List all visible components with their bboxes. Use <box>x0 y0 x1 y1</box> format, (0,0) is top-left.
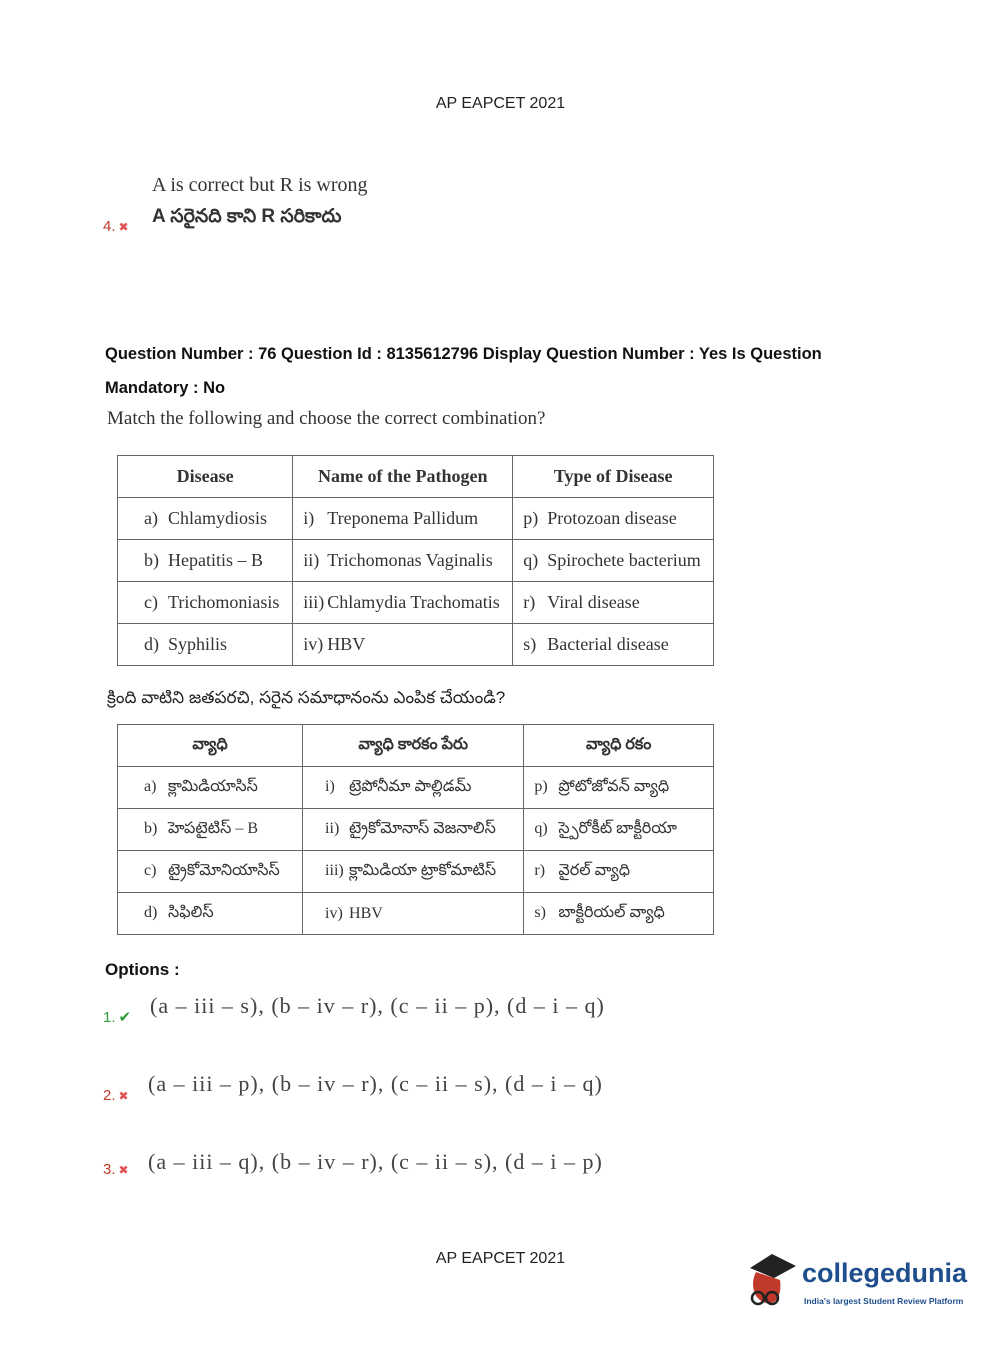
table-cell <box>524 809 714 851</box>
question-text-en: Match the following and choose the correct combination? <box>107 408 546 429</box>
table-row <box>118 809 714 851</box>
table-header: వ్యాధి కారకం పేరు <box>303 725 524 767</box>
cell-label: ii) <box>325 819 340 837</box>
table-cell <box>303 893 524 935</box>
table-cell <box>513 582 714 624</box>
cell-value: Spirochete bacterium <box>547 550 701 570</box>
match-table-te <box>117 724 714 935</box>
cell-value: Syphilis <box>168 634 228 654</box>
options-title: Options : <box>105 960 180 979</box>
table-header-row <box>118 725 714 767</box>
cell-label: iv) <box>325 904 343 922</box>
table-cell <box>293 624 513 666</box>
cell-value: క్లామిడియాసిస్ <box>168 777 258 795</box>
cell-value: Treponema Pallidum <box>327 508 479 528</box>
table-cell <box>524 893 714 935</box>
cell-value: హెపటైటిస్ – B <box>168 819 259 837</box>
cell-value: ట్రెపోనీమా పాల్లిడమ్ <box>349 777 472 795</box>
table-row <box>118 582 714 624</box>
table-row <box>118 893 714 935</box>
cell-label: c) <box>144 592 158 612</box>
table-cell <box>513 624 714 666</box>
table-cell <box>303 851 524 893</box>
table-cell <box>118 893 303 935</box>
cell-label: b) <box>144 819 158 837</box>
table-cell <box>293 582 513 624</box>
cell-label: q) <box>523 550 539 570</box>
cell-label: iii) <box>303 592 325 612</box>
cross-icon: ✖ <box>118 220 129 234</box>
option-2 <box>103 1087 129 1105</box>
cell-label: a) <box>144 777 157 795</box>
cell-label: r) <box>534 861 546 879</box>
cell-label: q) <box>534 819 548 837</box>
table-row <box>118 498 714 540</box>
cell-label: s) <box>534 903 546 921</box>
cell-label: i) <box>325 777 335 795</box>
table-header: Type of Disease <box>513 456 714 498</box>
cell-value: ట్రైకోమోనాస్ వెజనాలిస్ <box>349 819 496 837</box>
option-number: 1. <box>103 1009 116 1026</box>
table-cell <box>293 498 513 540</box>
cell-label: r) <box>523 592 536 612</box>
table-row <box>118 540 714 582</box>
table-cell <box>524 851 714 893</box>
match-table-en <box>117 455 714 666</box>
table-cell <box>118 809 303 851</box>
cell-value: HBV <box>327 634 366 654</box>
cell-value: స్పైరోకీట్ బాక్టీరియా <box>558 819 677 837</box>
option-3-text: (a – iii – q), (b – iv – r), (c – ii – s), (d – i – p) <box>148 1149 603 1174</box>
cell-value: బాక్టీరియల్ వ్యాధి <box>558 903 665 921</box>
page-footer: AP EAPCET 2021 <box>435 1250 566 1267</box>
option-1-text: (a – iii – s), (b – iv – r), (c – ii – p), (d – i – q) <box>150 993 605 1018</box>
table-cell <box>118 851 303 893</box>
cell-value: Hepatitis – B <box>168 550 263 570</box>
table-cell <box>293 540 513 582</box>
cell-value: వైరల్ వ్యాధి <box>558 861 631 879</box>
cell-label: iv) <box>303 634 324 654</box>
question-text-te: క్రింది వాటిని జతపరచి, సరైన సమాధానంను ఎంపిక చేయండి? <box>107 688 506 707</box>
cell-value: క్లామిడియా ట్రాకోమాటిస్ <box>349 861 497 879</box>
previous-option-4 <box>103 218 129 236</box>
cross-icon: ✖ <box>118 1089 129 1103</box>
cell-value: ప్రోటోజోవన్ వ్యాధి <box>558 777 670 795</box>
option-2-text: (a – iii – p), (b – iv – r), (c – ii – s), (d – i – q) <box>148 1071 603 1096</box>
cell-label: p) <box>534 777 548 795</box>
table-cell <box>118 582 293 624</box>
cell-value: Protozoan disease <box>547 508 677 528</box>
cell-value: HBV <box>349 904 383 922</box>
cell-value: Trichomoniasis <box>168 592 280 612</box>
option-3 <box>103 1161 129 1179</box>
table-cell <box>118 540 293 582</box>
table-cell <box>513 498 714 540</box>
table-row <box>118 767 714 809</box>
cell-value: Viral disease <box>547 592 640 612</box>
previous-option-text-te: A సరైనది కాని R సరికాదు <box>152 206 342 227</box>
cell-value: ట్రైకోమోనియాసిస్ <box>168 861 280 879</box>
cell-label: i) <box>303 508 315 528</box>
table-cell <box>118 498 293 540</box>
table-header-row <box>118 456 714 498</box>
table-row <box>118 851 714 893</box>
cell-label: d) <box>144 903 158 921</box>
cell-value: Chlamydiosis <box>168 508 268 528</box>
page-header: AP EAPCET 2021 <box>435 95 566 112</box>
table-cell <box>524 767 714 809</box>
cell-label: iii) <box>325 861 344 879</box>
table-cell <box>303 767 524 809</box>
option-number: 4. <box>103 218 116 235</box>
check-icon: ✔ <box>118 1009 132 1026</box>
table-row <box>118 624 714 666</box>
question-meta-line1: Question Number : 76 Question Id : 8135612796 Display Question Number : Yes Is Question <box>105 345 822 363</box>
previous-option-text-en: A is correct but R is wrong <box>152 174 368 196</box>
option-1 <box>103 1008 131 1027</box>
cell-label: p) <box>523 508 539 528</box>
cell-value: Trichomonas Vaginalis <box>327 550 493 570</box>
question-meta-line2: Mandatory : No <box>105 379 226 397</box>
table-cell <box>513 540 714 582</box>
table-header: Name of the Pathogen <box>293 456 513 498</box>
logo-name: collegedunia <box>802 1258 968 1288</box>
table-cell <box>118 767 303 809</box>
mascot-icon <box>742 1250 802 1320</box>
cell-label: ii) <box>303 550 320 570</box>
cell-label: b) <box>144 550 159 570</box>
option-number: 2. <box>103 1087 116 1104</box>
question-meta <box>105 337 905 405</box>
table-header: వ్యాధి రకం <box>524 725 714 767</box>
table-cell <box>303 809 524 851</box>
cell-value: సిఫిలిస్ <box>168 903 214 921</box>
cross-icon: ✖ <box>118 1163 129 1177</box>
collegedunia-logo <box>742 1250 972 1320</box>
cell-label: a) <box>144 508 158 528</box>
table-header: Disease <box>118 456 293 498</box>
table-header: వ్యాధి <box>118 725 303 767</box>
cell-value: Bacterial disease <box>547 634 669 654</box>
table-cell <box>118 624 293 666</box>
cell-label: s) <box>523 634 537 654</box>
logo-tagline: India's largest Student Review Platform <box>804 1296 964 1306</box>
cell-value: Chlamydia Trachomatis <box>327 592 500 612</box>
option-number: 3. <box>103 1161 116 1178</box>
cell-label: d) <box>144 634 159 654</box>
cell-label: c) <box>144 861 157 879</box>
